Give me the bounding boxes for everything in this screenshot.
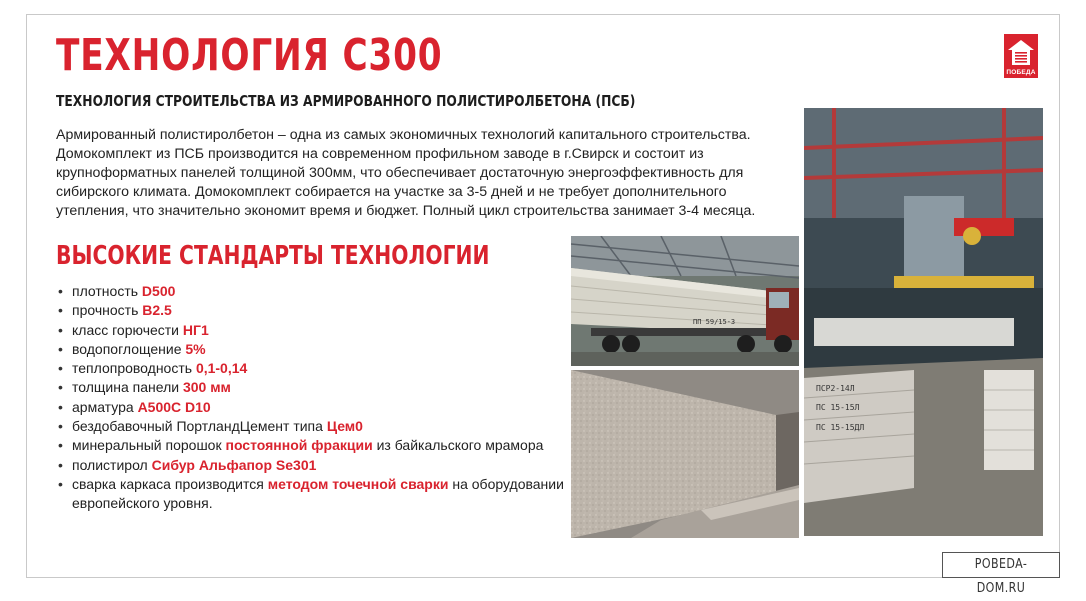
brand-logo[interactable] — [1004, 34, 1038, 78]
spec-value: 300 мм — [182, 379, 231, 396]
spec-value: Цем0 — [326, 418, 363, 435]
list-item — [58, 378, 568, 397]
bullet-icon: • — [58, 418, 63, 435]
photo-panel-closeup — [571, 370, 799, 538]
spec-value: Сибур Альфапор Se301 — [151, 456, 317, 473]
spec-value: постоянной фракции — [225, 437, 373, 454]
spec-value: D500 — [141, 283, 176, 299]
standards-heading: ВЫСОКИЕ СТАНДАРТЫ ТЕХНОЛОГИИ — [56, 241, 490, 271]
page-subtitle: ТЕХНОЛОГИЯ СТРОИТЕЛЬСТВА ИЗ АРМИРОВАННОГО ПОЛИСТИРОЛБЕТОНА (ПСБ) — [56, 92, 636, 110]
panel-label-1: ПСР2-14Л — [816, 384, 855, 393]
spec-label: полистирол — [72, 456, 152, 473]
spec-suffix: на оборудовании европейского уровня. — [72, 475, 564, 512]
list-item — [58, 456, 568, 475]
spec-label: минеральный порошок — [72, 437, 226, 454]
spec-label: арматура — [72, 398, 138, 415]
page-title: ТЕХНОЛОГИЯ С300 — [56, 30, 443, 81]
spec-value: методом точечной сварки — [267, 475, 449, 492]
spec-label: водопоглощение — [72, 340, 186, 357]
list-item — [58, 475, 568, 514]
photo-truck-panels — [571, 236, 799, 366]
bullet-icon: • — [58, 360, 63, 377]
spec-label: бездобавочный ПортландЦемент типа — [72, 418, 327, 435]
panel-label-3: ПС 15-15ДЛ — [816, 423, 865, 432]
list-item — [58, 436, 568, 455]
bullet-icon: • — [58, 475, 63, 492]
list-item — [58, 359, 568, 378]
list-item — [58, 417, 568, 436]
list-item — [58, 340, 568, 359]
truck-panel-label: ПП 59/15-3 — [693, 318, 736, 326]
website-url[interactable]: POBEDA-DOM.RU — [974, 557, 1028, 596]
intro-paragraph: Армированный полистиролбетон – одна из самых экономичных технологий капитального строительства. Домокомплект из ПСБ производится на современном профильном заводе в г.Свирск и состоит из крупноформатных панелей толщиной 300мм, что обеспечивает достаточную энергоэффективность для сибирского климата. Домокомплект собирается на участке за 3-5 дней и не требует дополнительного утепления, что значительно экономит время и бюджет. Полный цикл строительства занимает 3-4 месяца. — [56, 127, 756, 219]
spec-value: НГ1 — [182, 321, 209, 338]
bullet-icon: • — [58, 398, 63, 415]
bullet-icon: • — [58, 379, 63, 396]
list-item — [58, 282, 568, 301]
spec-suffix: из байкальского мрамора — [372, 437, 544, 454]
bullet-icon: • — [58, 302, 63, 319]
list-item — [58, 398, 568, 417]
spec-label: прочность — [72, 302, 143, 319]
list-item — [58, 321, 568, 340]
spec-label: теплопроводность — [72, 360, 196, 377]
spec-value: B2.5 — [142, 302, 172, 319]
panel-label-2: ПС 15-15Л — [816, 403, 860, 412]
spec-value: 5% — [185, 340, 206, 357]
photo-factory-interior — [804, 108, 1043, 536]
spec-label: сварка каркаса производится — [72, 475, 268, 492]
spec-value: 0,1-0,14 — [195, 360, 248, 377]
logo-text: ПОБЕДА — [1006, 68, 1036, 76]
spec-label: толщина панели — [72, 379, 183, 396]
bullet-icon: • — [58, 283, 63, 299]
spec-label: класс горючести — [72, 321, 183, 338]
website-link[interactable] — [942, 552, 1060, 596]
standards-list — [58, 282, 568, 514]
bullet-icon: • — [58, 437, 63, 454]
spec-label: плотность — [72, 283, 142, 299]
bullet-icon: • — [58, 456, 63, 473]
bullet-icon: • — [58, 321, 63, 338]
bullet-icon: • — [58, 340, 63, 357]
spec-value: А500С D10 — [137, 398, 211, 415]
list-item — [58, 301, 568, 320]
